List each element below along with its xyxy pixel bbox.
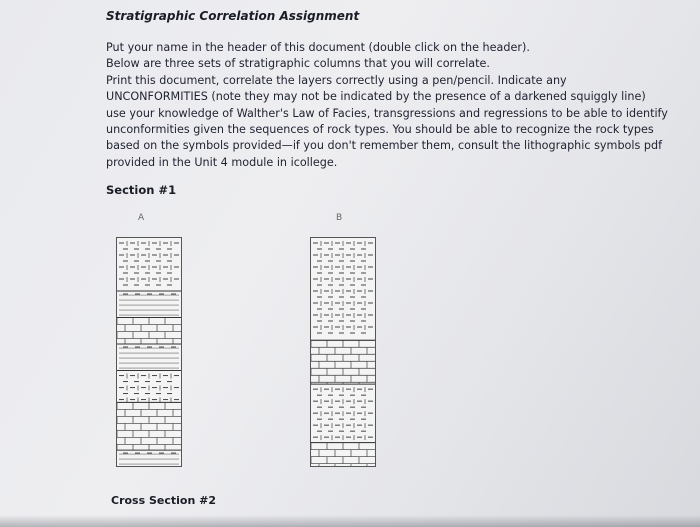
stratigraphic-column-b: [310, 237, 376, 467]
layer-limestone: [117, 318, 181, 345]
layer-shale: [313, 241, 373, 333]
column-b-label: B: [336, 213, 343, 223]
instruction-line: Print this document, correlate the layers correctly using a pen/pencil. Indicate any: [106, 73, 567, 87]
layer-mixed: [119, 294, 179, 315]
layer-mixed: [119, 453, 179, 464]
instructions-paragraph: [106, 40, 696, 171]
instruction-line: use your knowledge of Walther's Law of Facies, transgressions and regressions to be able to identify: [106, 106, 668, 120]
layer-limestone: [311, 340, 375, 384]
cross-section-2-heading: Cross Section #2: [111, 494, 216, 507]
layer-limestone: [117, 402, 181, 450]
layer-mixed: [119, 347, 179, 368]
layer-shale: [313, 387, 373, 440]
instruction-line: based on the symbols provided—if you don't remember them, consult the lithographic symbols pdf: [106, 139, 663, 153]
column-b-drawing: [311, 238, 375, 466]
instruction-line: provided in the Unit 4 module in icollege.: [106, 155, 338, 169]
instruction-line: Put your name in the header of this document (double click on the header).: [106, 41, 530, 54]
stratigraphic-column-a: [116, 237, 182, 467]
layer-shale: [119, 374, 179, 403]
section-1-heading: Section #1: [106, 183, 177, 197]
instruction-line: unconformities given the sequences of rock types. You should be able to recognize the rock types: [106, 123, 654, 137]
instruction-line: UNCONFORMITIES (note they may not be indicated by the presence of a darkened squiggly line): [106, 90, 646, 104]
document-title: Stratigraphic Correlation Assignment: [106, 9, 360, 23]
layer-limestone: [311, 443, 375, 466]
layer-shale: [119, 241, 179, 285]
column-a-label: A: [138, 213, 145, 223]
instruction-line: Below are three sets of stratigraphic columns that you will correlate.: [106, 57, 490, 71]
column-a-drawing: [117, 238, 181, 466]
